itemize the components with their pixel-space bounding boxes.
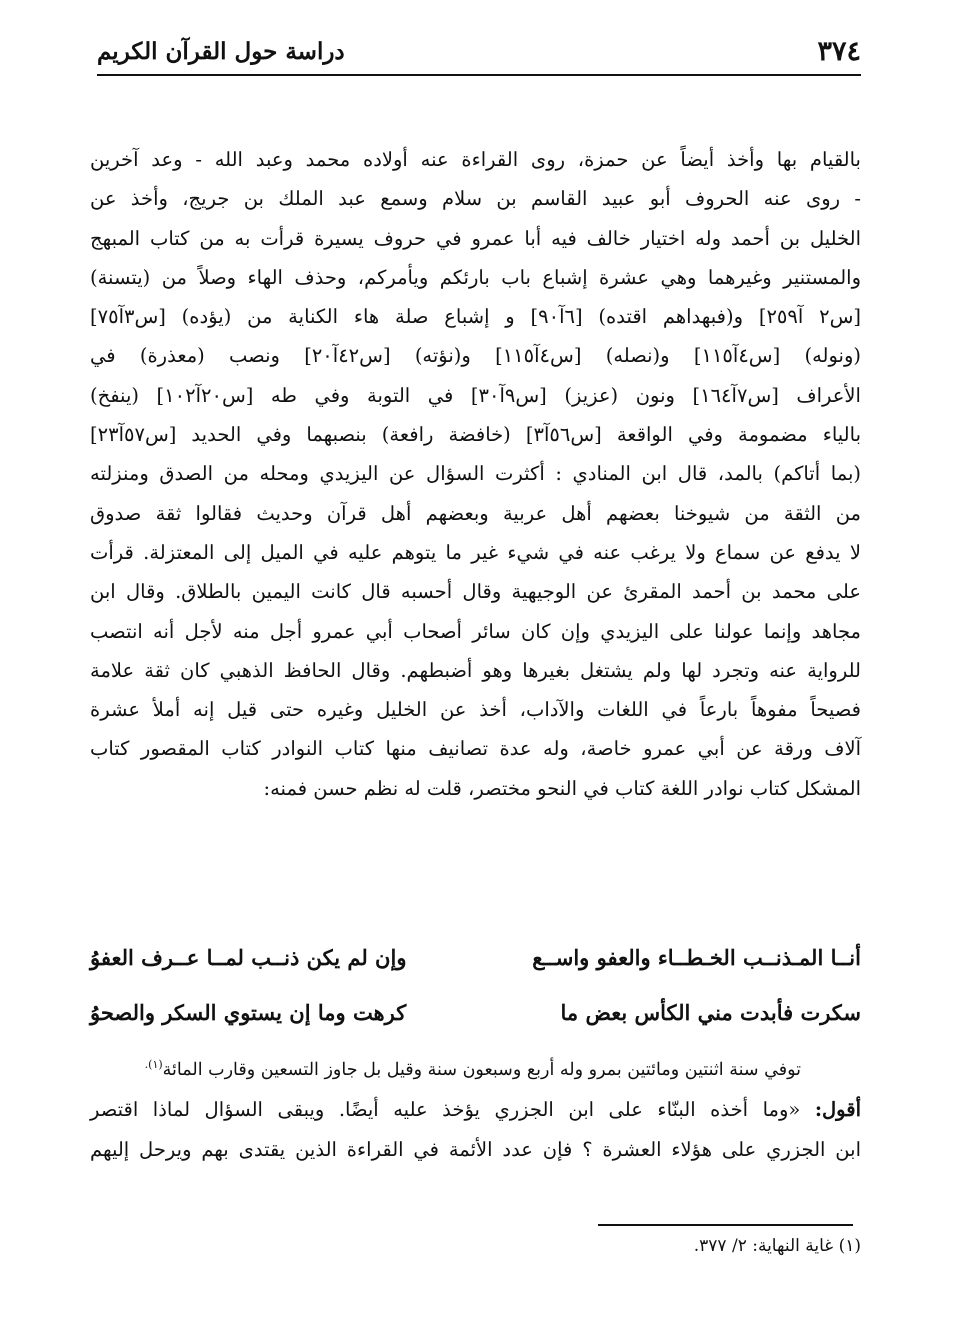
verse-first-hemistich: سكرت فأبدت مني الكأس بعض ما	[560, 1000, 861, 1025]
closing-line-text: «وما أخذه البنّاء على ابن الجزري يؤخذ عليه أيضًا. ويبقى السؤال لماذا اقتصر	[90, 1098, 815, 1121]
body-line: المشكل كتاب نوادر اللغة كتاب في النحو مختصر، قلت له نظم حسن فمنه:	[263, 776, 861, 800]
body-line: من الثقة من شيوخنا بعضهم أهل عربية وبعضهم أهل قرآن وحديث فقالوا ثقة صدوق	[90, 501, 861, 525]
body-line: فصيحاً مفوهاً بارعاً في اللغات والآداب، أخذ عن الخليل وغيره حتى قيل إنه أملأ عشرة	[90, 698, 861, 722]
body-line: [س٢ آ٢٥٩] و(فبهداهم اقتده) [٦آ٩٠] و إشباع صلة هاء الكناية من (يؤده) [س٣آ٧٥]	[90, 305, 861, 329]
body-line: والمستنير وغيرهما وهي عشرة إشباع باب بارئكم ويأمركم، وحذف الهاء وصلاً من (يتسنة)	[90, 265, 861, 289]
body-line: مجاهد وإنما عولنا على اليزيدي وإن كان سائر أصحاب أبي عمرو أجل منه لأجل أنه انتصب	[90, 619, 861, 643]
book-title: دراسة حول القرآن الكريم	[97, 37, 345, 65]
footnote-marker: (١).	[144, 1058, 163, 1072]
footnote-rule	[598, 1224, 853, 1226]
body-line: (ونوله) [س٤آ١١٥] و(نصله) [س٤آ١١٥] و(نؤته) [س٤٢آ٢٠] ونصب (معذرة) في	[90, 344, 862, 368]
death-note	[90, 1050, 861, 1090]
page-number: ٣٧٤	[817, 35, 861, 67]
verse-line	[90, 985, 861, 1040]
body-line: بالياء مضمومة وفي الواقعة [س٥٦آ٣] (خافضة رافعة) بنصبهما وفي الحديد [س٥٧آ٢٣]	[90, 423, 861, 447]
closing-text	[90, 1050, 861, 1170]
body-line: - روى عنه الحروف أبو عبيد القاسم بن سلام وسمع عبد الملك بن جريج، وأخذ عن	[90, 187, 861, 211]
verse-second-hemistich: كرهت وما إن يستوي السكر والصحوُ	[90, 1000, 407, 1025]
lead-word: أقول:	[814, 1098, 861, 1121]
body-line: بالقيام بها وأخذ أيضاً عن حمزة، روى القراءة عنه أولاده محمد وعبد الله - وعد آخرين	[90, 148, 861, 171]
body-line: الخليل بن أحمد وله اختيار خالف فيه أبا عمرو في حروف يسيرة قرأت به من كتاب المبهج	[90, 226, 861, 250]
poem-verses	[90, 930, 861, 1040]
verse-line	[90, 930, 861, 985]
body-line: آلاف ورقة عن أبي عمرو خاصة، وله عدة تصانيف منها كتاب النوادر كتاب المقصور كتاب	[90, 737, 861, 761]
header-rule	[97, 74, 861, 76]
verse-second-hemistich: وإن لم يكن ذنــب لمــا عــرف العفوُ	[90, 945, 407, 970]
body-line: على محمد بن أحمد المقرئ عن الوجيهية وقال أحسبه قال كانت اليمين بالطلاق. وقال ابن	[90, 580, 861, 604]
running-header	[97, 30, 861, 72]
body-line: الأعراف [س٧آ١٦٤] ونون (عزيز) [س٩آ٣٠] في التوبة وفي طه [س٢٠آ١٠٢] (ينفخ)	[90, 383, 861, 407]
death-note-text: توفي سنة اثنتين ومائتين بمرو وله أربع وسبعون سنة وقيل بل جاوز التسعين وقارب المائة	[162, 1060, 801, 1080]
closing-line	[90, 1090, 861, 1130]
body-line: لا يدفع عن سماع ولا يرغب عنه في شيء غير ما يتوهم عليه في الميل إلى المعتزلة. قرأت	[90, 540, 861, 564]
body-line: للرواية عنه وتجرد لها ولم يشتغل بغيرها وهو أضبطهم. وقال الحافظ الذهبي كان ثقة علامة	[90, 658, 861, 682]
body-text	[90, 140, 861, 808]
footnote: (١) غاية النهاية: ٢/ ٣٧٧.	[693, 1236, 861, 1256]
verse-first-hemistich: أنــا المـذنــب الخـطــاء والعفو واســع	[532, 945, 861, 970]
closing-line: ابن الجزري على هؤلاء العشرة ؟ فإن عدد الأئمة في القراءة الذين يقتدى بهم ويرحل إليهم	[90, 1138, 861, 1161]
body-line: (بما أتاكم) بالمد، قال ابن المنادي : أكثرت السؤال عن اليزيدي ومحله من الصدق ومنزلته	[90, 462, 861, 486]
